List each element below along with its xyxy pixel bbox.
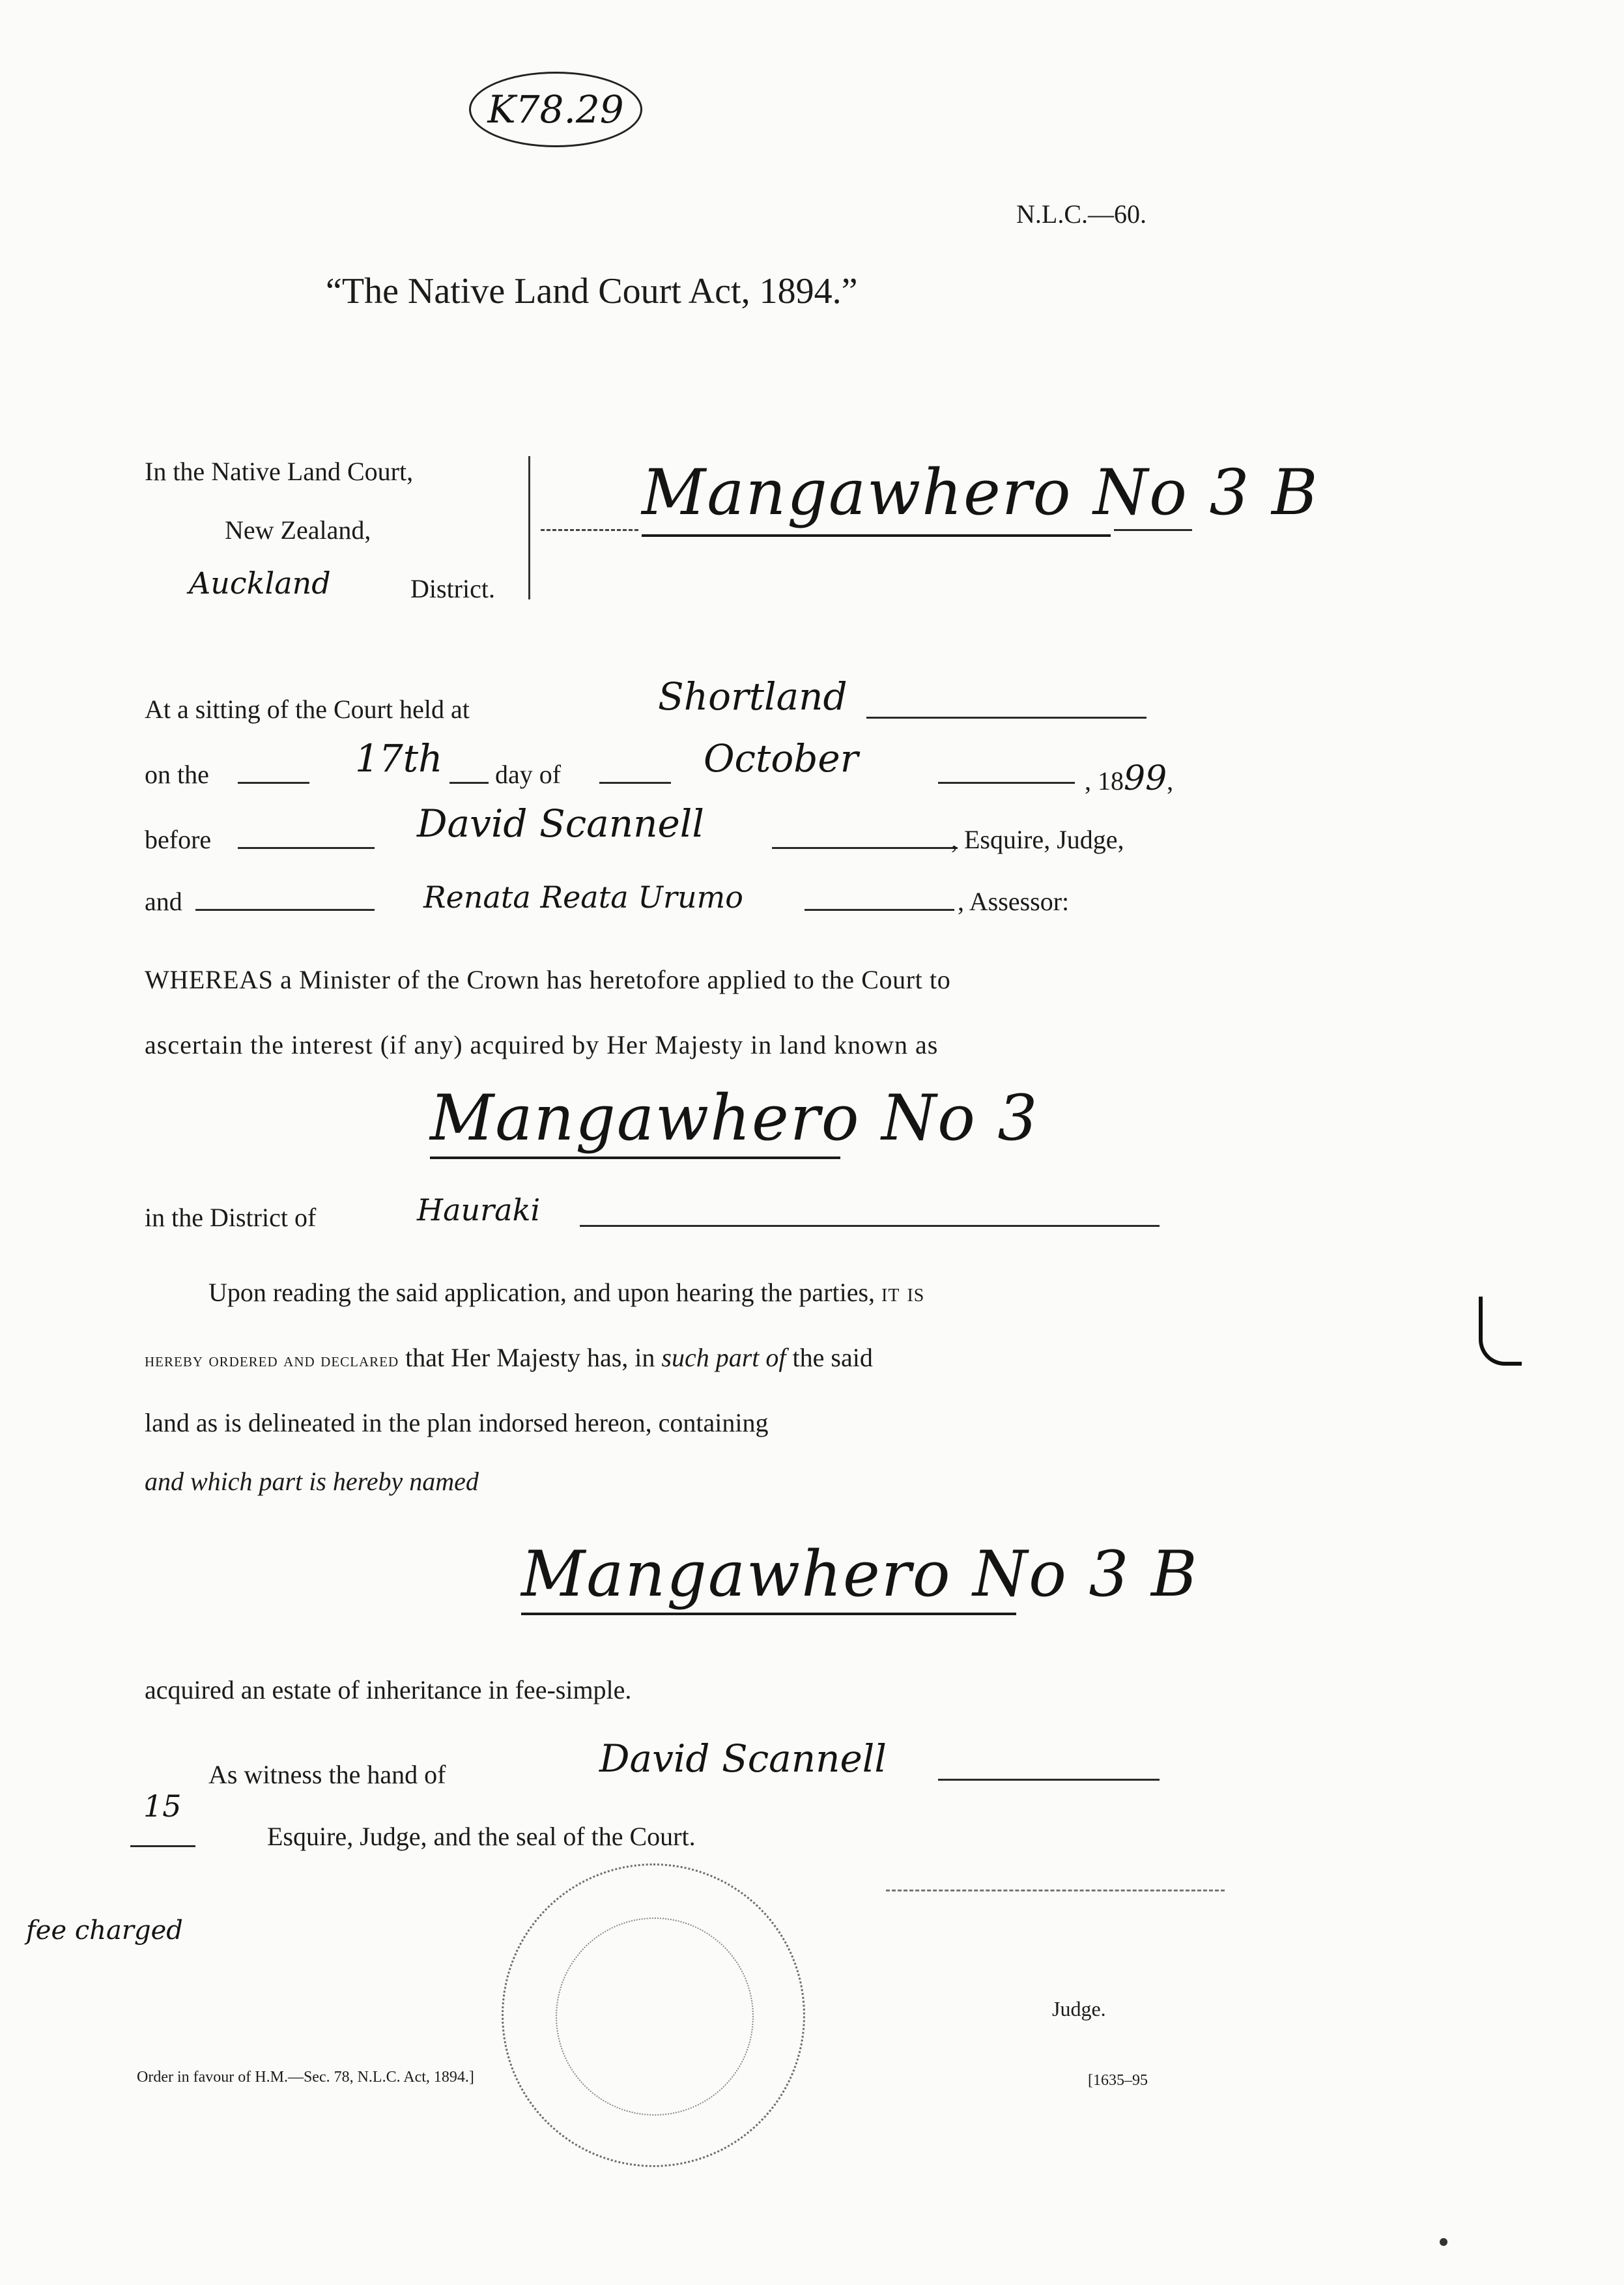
- judge-label: Judge.: [1052, 1997, 1106, 2020]
- whereas-line-2: ascertain the interest (if any) acquired by Her Majesty in land known as: [145, 1030, 939, 1059]
- upon-line-1: [208, 1277, 924, 1308]
- margin-mark: 15: [143, 1789, 182, 1824]
- district-word: District.: [410, 574, 495, 603]
- archive-reference: [469, 72, 642, 147]
- signature-line: [938, 1779, 1160, 1781]
- scan-mark: [1479, 1297, 1522, 1366]
- month-line-right: [938, 782, 1075, 784]
- sitting-prefix-text: At a sitting of the Court held at: [145, 695, 470, 724]
- form-number: N.L.C.—60.: [1016, 199, 1147, 229]
- hereby-ordered: hereby ordered and declared: [145, 1349, 399, 1371]
- district-prefix: in the District of: [145, 1203, 317, 1232]
- which-part-text: and which part is hereby named: [145, 1467, 479, 1496]
- day-of: day of: [495, 760, 562, 789]
- sitting-year: , 1899,: [1085, 759, 1174, 798]
- judge-line-right: [772, 847, 958, 849]
- esquire-seal: Esquire, Judge, and the seal of the Court.: [267, 1822, 696, 1851]
- bracket-connector: [541, 529, 638, 531]
- footer-left: Order in favour of H.M.—Sec. 78, N.L.C. Act, 1894.]: [137, 2069, 474, 2086]
- sitting-month: October: [704, 736, 859, 781]
- sitting-day: 17th: [355, 736, 443, 781]
- block-name-line: [1114, 529, 1192, 531]
- day-line-right: [449, 782, 489, 784]
- that-her-majesty: that Her Majesty has, in: [405, 1343, 655, 1372]
- act-title: “The Native Land Court Act, 1894.”: [326, 271, 858, 311]
- assessor-line-left: [195, 909, 375, 911]
- judge-dotted-line: [886, 1890, 1225, 1891]
- month-line-left: [599, 782, 671, 784]
- esquire-judge: , Esquire, Judge,: [951, 825, 1124, 854]
- margin-note: fee charged: [26, 1916, 183, 1946]
- the-said: the said: [792, 1343, 873, 1372]
- upon-line-3: land as is delineated in the plan indorsed hereon, containing: [145, 1408, 769, 1437]
- land-name-underline: [430, 1157, 840, 1159]
- it-is: it is: [881, 1278, 925, 1307]
- year-printed: 18: [1098, 766, 1124, 796]
- header-bracket: [524, 456, 530, 599]
- archive-reference-text: K78.29: [487, 87, 624, 132]
- land-name: Mangawhero No 3: [430, 1082, 1039, 1155]
- footer-right: [1635–95: [1088, 2072, 1148, 2089]
- named-block: Mangawhero No 3 B: [521, 1538, 1199, 1611]
- district-value: Hauraki: [417, 1192, 541, 1228]
- which-part-named: [145, 1466, 479, 1497]
- acquired-estate: acquired an estate of inheritance in fee-simple.: [145, 1675, 632, 1704]
- and-label: and: [145, 887, 182, 916]
- such-part: such part of: [661, 1343, 786, 1372]
- sitting-judge: David Scannell: [417, 801, 704, 846]
- as-witness: As witness the hand of: [208, 1760, 446, 1789]
- scan-speck: [1440, 2238, 1447, 2246]
- sitting-place: Shortland: [658, 674, 848, 719]
- judge-line-left: [238, 847, 375, 849]
- whereas-line-1: WHEREAS a Minister of the Crown has heretofore applied to the Court to: [145, 965, 951, 994]
- on-the: on the: [145, 760, 209, 789]
- sitting-prefix: [145, 694, 470, 725]
- assessor-line-right: [805, 909, 954, 911]
- court-line-1: In the Native Land Court,: [145, 457, 414, 486]
- district-name: Auckland: [189, 566, 331, 601]
- court-seal: [502, 1863, 805, 2167]
- place-line: [866, 717, 1147, 719]
- day-line-left: [238, 782, 309, 784]
- court-seal-inner: [556, 1918, 754, 2116]
- upon-text: Upon reading the said application, and upon hearing the parties,: [208, 1278, 876, 1307]
- margin-mark-line: [130, 1845, 195, 1847]
- district-line: [580, 1225, 1160, 1227]
- court-line-2: New Zealand,: [225, 515, 371, 545]
- judge-signature: David Scannell: [599, 1736, 887, 1781]
- before-label: before: [145, 825, 212, 854]
- sitting-assessor: Renata Reata Urumo: [423, 880, 743, 915]
- block-name-underline: [642, 534, 1111, 537]
- assessor-label: , Assessor:: [958, 887, 1070, 916]
- upon-line-2: [145, 1342, 873, 1373]
- block-name-header: Mangawhero No 3 B: [642, 456, 1319, 529]
- year-written: 99: [1124, 759, 1167, 798]
- named-block-underline: [521, 1613, 1016, 1615]
